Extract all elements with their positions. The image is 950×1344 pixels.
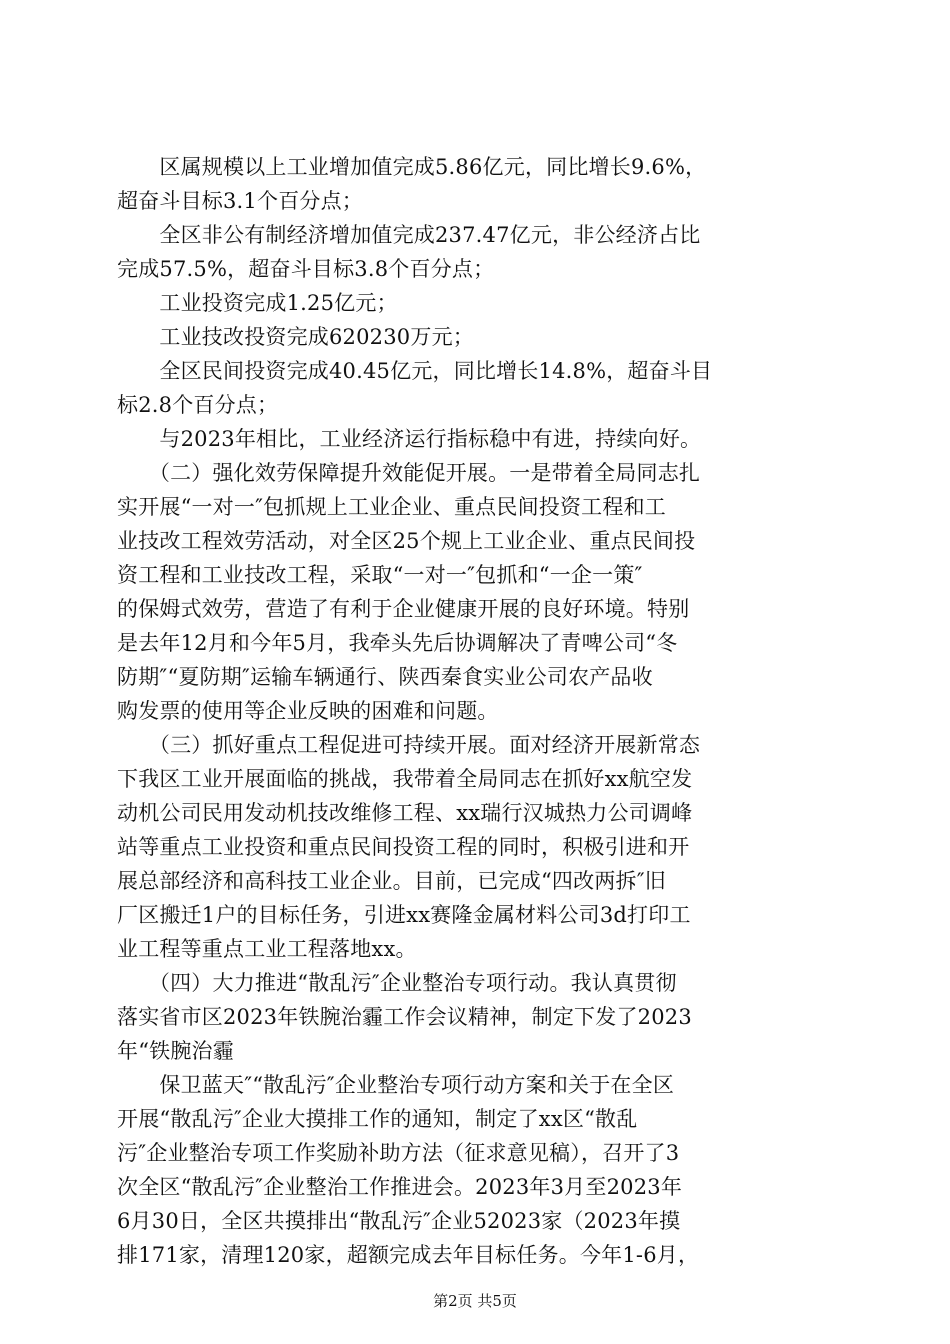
text-line: 落实省市区2023年铁腕治霾工作会议精神，制定下发了2023 [117, 1005, 692, 1029]
text-line: 资工程和工业技改工程，采取“一对一″包抓和“一企一策″ [117, 563, 643, 587]
text-line: 保卫蓝天″“散乱污″企业整治专项行动方案和关于在全区 [117, 1073, 675, 1097]
text-line: 年“铁腕治霾 [117, 1039, 234, 1063]
text-line: 超奋斗目标3.1个百分点； [117, 189, 363, 213]
text-line: （四）大力推进“散乱污″企业整治专项行动。我认真贯彻 [117, 971, 677, 995]
text-line: 下我区工业开展面临的挑战，我带着全局同志在抓好xx航空发 [117, 767, 693, 791]
text-line: 标2.8个百分点； [117, 393, 279, 417]
text-line: 动机公司民用发动机技改维修工程、xx瑞行汉城热力公司调峰 [117, 801, 693, 825]
text-line: 开展“散乱污″企业大摸排工作的通知，制定了xx区“散乱 [117, 1107, 638, 1131]
document-body [117, 150, 833, 1272]
text-line: 是去年12月和今年5月，我牵头先后协调解决了青啤公司“冬 [117, 631, 678, 655]
text-line: 站等重点工业投资和重点民间投资工程的同时，积极引进和开 [117, 835, 690, 859]
text-line: （三）抓好重点工程促进可持续开展。面对经济开展新常态 [117, 733, 701, 757]
text-line: 实开展“一对一″包抓规上工业企业、重点民间投资工程和工 [117, 495, 666, 519]
text-line: 业技改工程效劳活动，对全区25个规上工业企业、重点民间投 [117, 529, 696, 553]
text-line: 区属规模以上工业增加值完成5.86亿元，同比增长9.6%， [117, 155, 707, 179]
text-line: 污″企业整治专项工作奖励补助方法（征求意见稿），召开了3 [117, 1141, 680, 1165]
text-line: 全区民间投资完成40.45亿元，同比增长14.8%，超奋斗目 [117, 359, 713, 383]
text-line: 全区非公有制经济增加值完成237.47亿元，非公经济占比 [117, 223, 701, 247]
text-line: 与2023年相比，工业经济运行指标稳中有进，持续向好。 [117, 427, 702, 451]
text-line: 排171家，清理120家，超额完成去年目标任务。今年1-6月， [117, 1243, 700, 1267]
text-line: 工业投资完成1.25亿元； [117, 291, 398, 315]
text-line: （二）强化效劳保障提升效能促开展。一是带着全局同志扎 [117, 461, 701, 485]
text-line: 厂区搬迁1户的目标任务，引进xx赛隆金属材料公司3d打印工 [117, 903, 691, 927]
text-line: 6月30日，全区共摸排出“散乱污″企业52023家（2023年摸 [117, 1209, 681, 1233]
text-line: 的保姆式效劳，营造了有利于企业健康开展的良好环境。特别 [117, 597, 690, 621]
text-line: 防期″“夏防期″运输车辆通行、陕西秦食实业公司农产品收 [117, 665, 653, 689]
text-line: 展总部经济和高科技工业企业。目前，已完成“四改两拆″旧 [117, 869, 666, 893]
text-line: 购发票的使用等企业反映的困难和问题。 [117, 699, 499, 723]
text-line: 完成57.5%，超奋斗目标3.8个百分点； [117, 257, 495, 281]
text-line: 次全区“散乱污″企业整治工作推进会。2023年3月至2023年 [117, 1175, 683, 1199]
text-line: 业工程等重点工业工程落地xx。 [117, 937, 417, 961]
page-footer: 第2页 共5页 [433, 1292, 517, 1310]
text-line: 工业技改投资完成620230万元； [117, 325, 474, 349]
